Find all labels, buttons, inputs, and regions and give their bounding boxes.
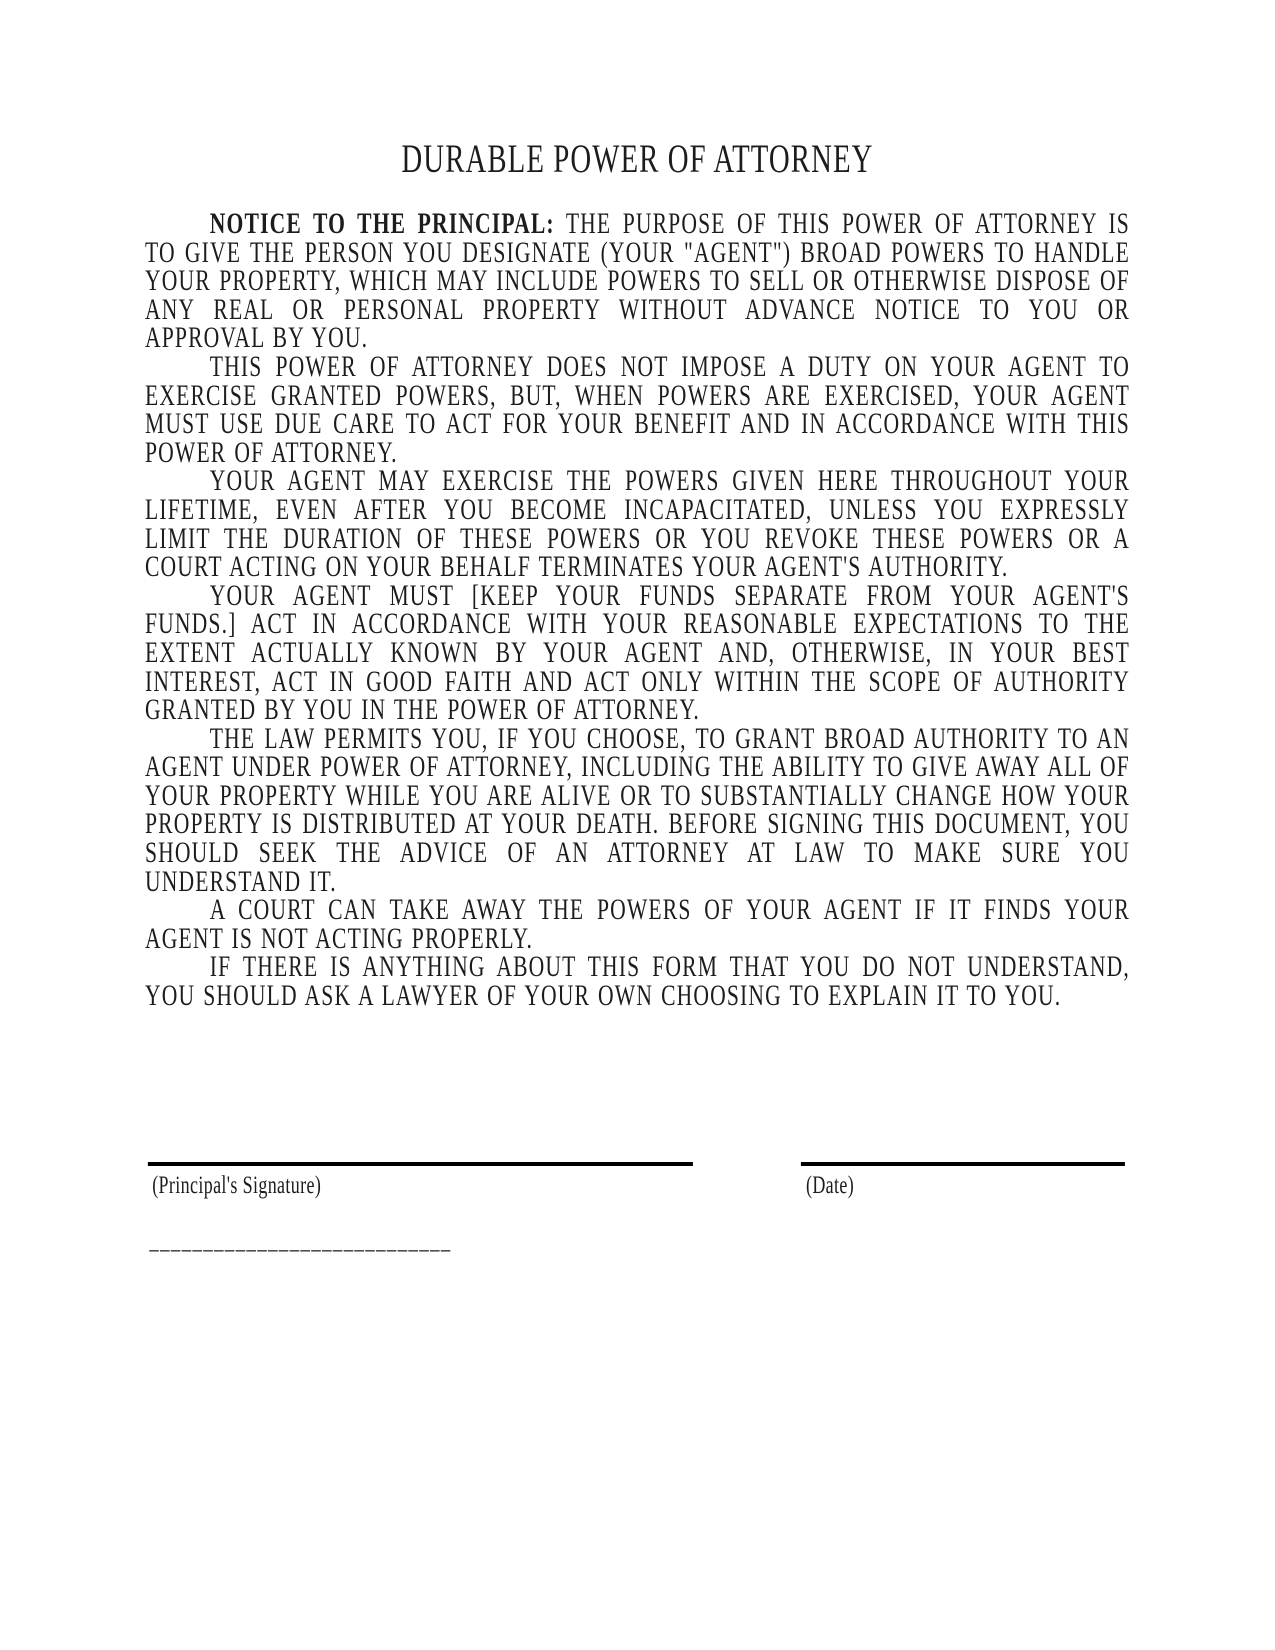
- paragraph-agent-duties: YOUR AGENT MUST [KEEP YOUR FUNDS SEPARATE FROM YOUR AGENT'S FUNDS.] ACT IN ACCORDANCE WITH YOUR REASONABLE EXPECTATIONS TO THE EXTENT ACTUALLY KNOWN BY YOUR AGENT AND, OTHERWISE, IN YOUR BEST INTEREST, ACT IN GOOD FAITH AND ACT ONLY WITHIN THE SCOPE OF AUTHORITY GRANTED BY YOU IN THE POWER OF ATTORNEY.: [145, 578, 1130, 727]
- paragraph-ask-lawyer: IF THERE IS ANYTHING ABOUT THIS FORM THAT YOU DO NOT UNDERSTAND, YOU SHOULD ASK A LAWYER OF YOUR OWN CHOOSING TO EXPLAIN IT TO YOU.: [145, 950, 1130, 1013]
- notice-body-text: THE PURPOSE OF THIS POWER OF ATTORNEY IS TO GIVE THE PERSON YOU DESIGNATE (YOUR "AGENT") BROAD POWERS TO HANDLE YOUR PROPERTY, WHICH MAY INCLUDE POWERS TO SELL OR OTHERWISE DISPOSE OF ANY REAL OR PERSONAL PROPERTY WITHOUT ADVANCE NOTICE TO YOU OR APPROVAL BY YOU.: [145, 207, 1130, 355]
- principal-signature-line: [148, 1162, 693, 1166]
- paragraph-no-duty: THIS POWER OF ATTORNEY DOES NOT IMPOSE A DUTY ON YOUR AGENT TO EXERCISE GRANTED POWERS, BUT, WHEN POWERS ARE EXERCISED, YOUR AGENT MUST USE DUE CARE TO ACT FOR YOUR BENEFIT AND IN ACCORDANCE WITH THIS POWER OF ATTORNEY.: [145, 349, 1130, 469]
- document-title: DURABLE POWER OF ATTORNEY: [401, 136, 874, 181]
- paragraph-broad-authority: THE LAW PERMITS YOU, IF YOU CHOOSE, TO GRANT BROAD AUTHORITY TO AN AGENT UNDER POWER OF ATTORNEY, INCLUDING THE ABILITY TO GIVE AWAY ALL OF YOUR PROPERTY WHILE YOU ARE ALIVE OR TO SUBSTANTIALLY CHANGE HOW YOUR PROPERTY IS DISTRIBUTED AT YOUR DEATH. BEFORE SIGNING THIS DOCUMENT, YOU SHOULD SEEK THE ADVICE OF AN ATTORNEY AT LAW TO MAKE SURE YOU UNDERSTAND IT.: [145, 721, 1130, 898]
- principal-signature-label: (Principal's Signature): [152, 1172, 322, 1199]
- blank-fill-line: ____________________________: [149, 1225, 452, 1254]
- notice-lead-bold: NOTICE TO THE PRINCIPAL:: [209, 207, 555, 240]
- date-signature-line: [801, 1162, 1125, 1166]
- document-body: [145, 207, 1130, 1013]
- paragraph-court-powers: A COURT CAN TAKE AWAY THE POWERS OF YOUR AGENT IF IT FINDS YOUR AGENT IS NOT ACTING PROPERLY.: [145, 893, 1130, 955]
- paragraph-notice-to-principal: [145, 207, 1130, 355]
- date-label: (Date): [805, 1172, 855, 1199]
- paragraph-powers-lifetime: YOUR AGENT MAY EXERCISE THE POWERS GIVEN HERE THROUGHOUT YOUR LIFETIME, EVEN AFTER YOU BECOME INCAPACITATED, UNLESS YOU EXPRESSLY LIMIT THE DURATION OF THESE POWERS OR YOU REVOKE THESE POWERS OR A COURT ACTING ON YOUR BEHALF TERMINATES YOUR AGENT'S AUTHORITY.: [145, 464, 1130, 584]
- document-content: [145, 0, 1130, 1650]
